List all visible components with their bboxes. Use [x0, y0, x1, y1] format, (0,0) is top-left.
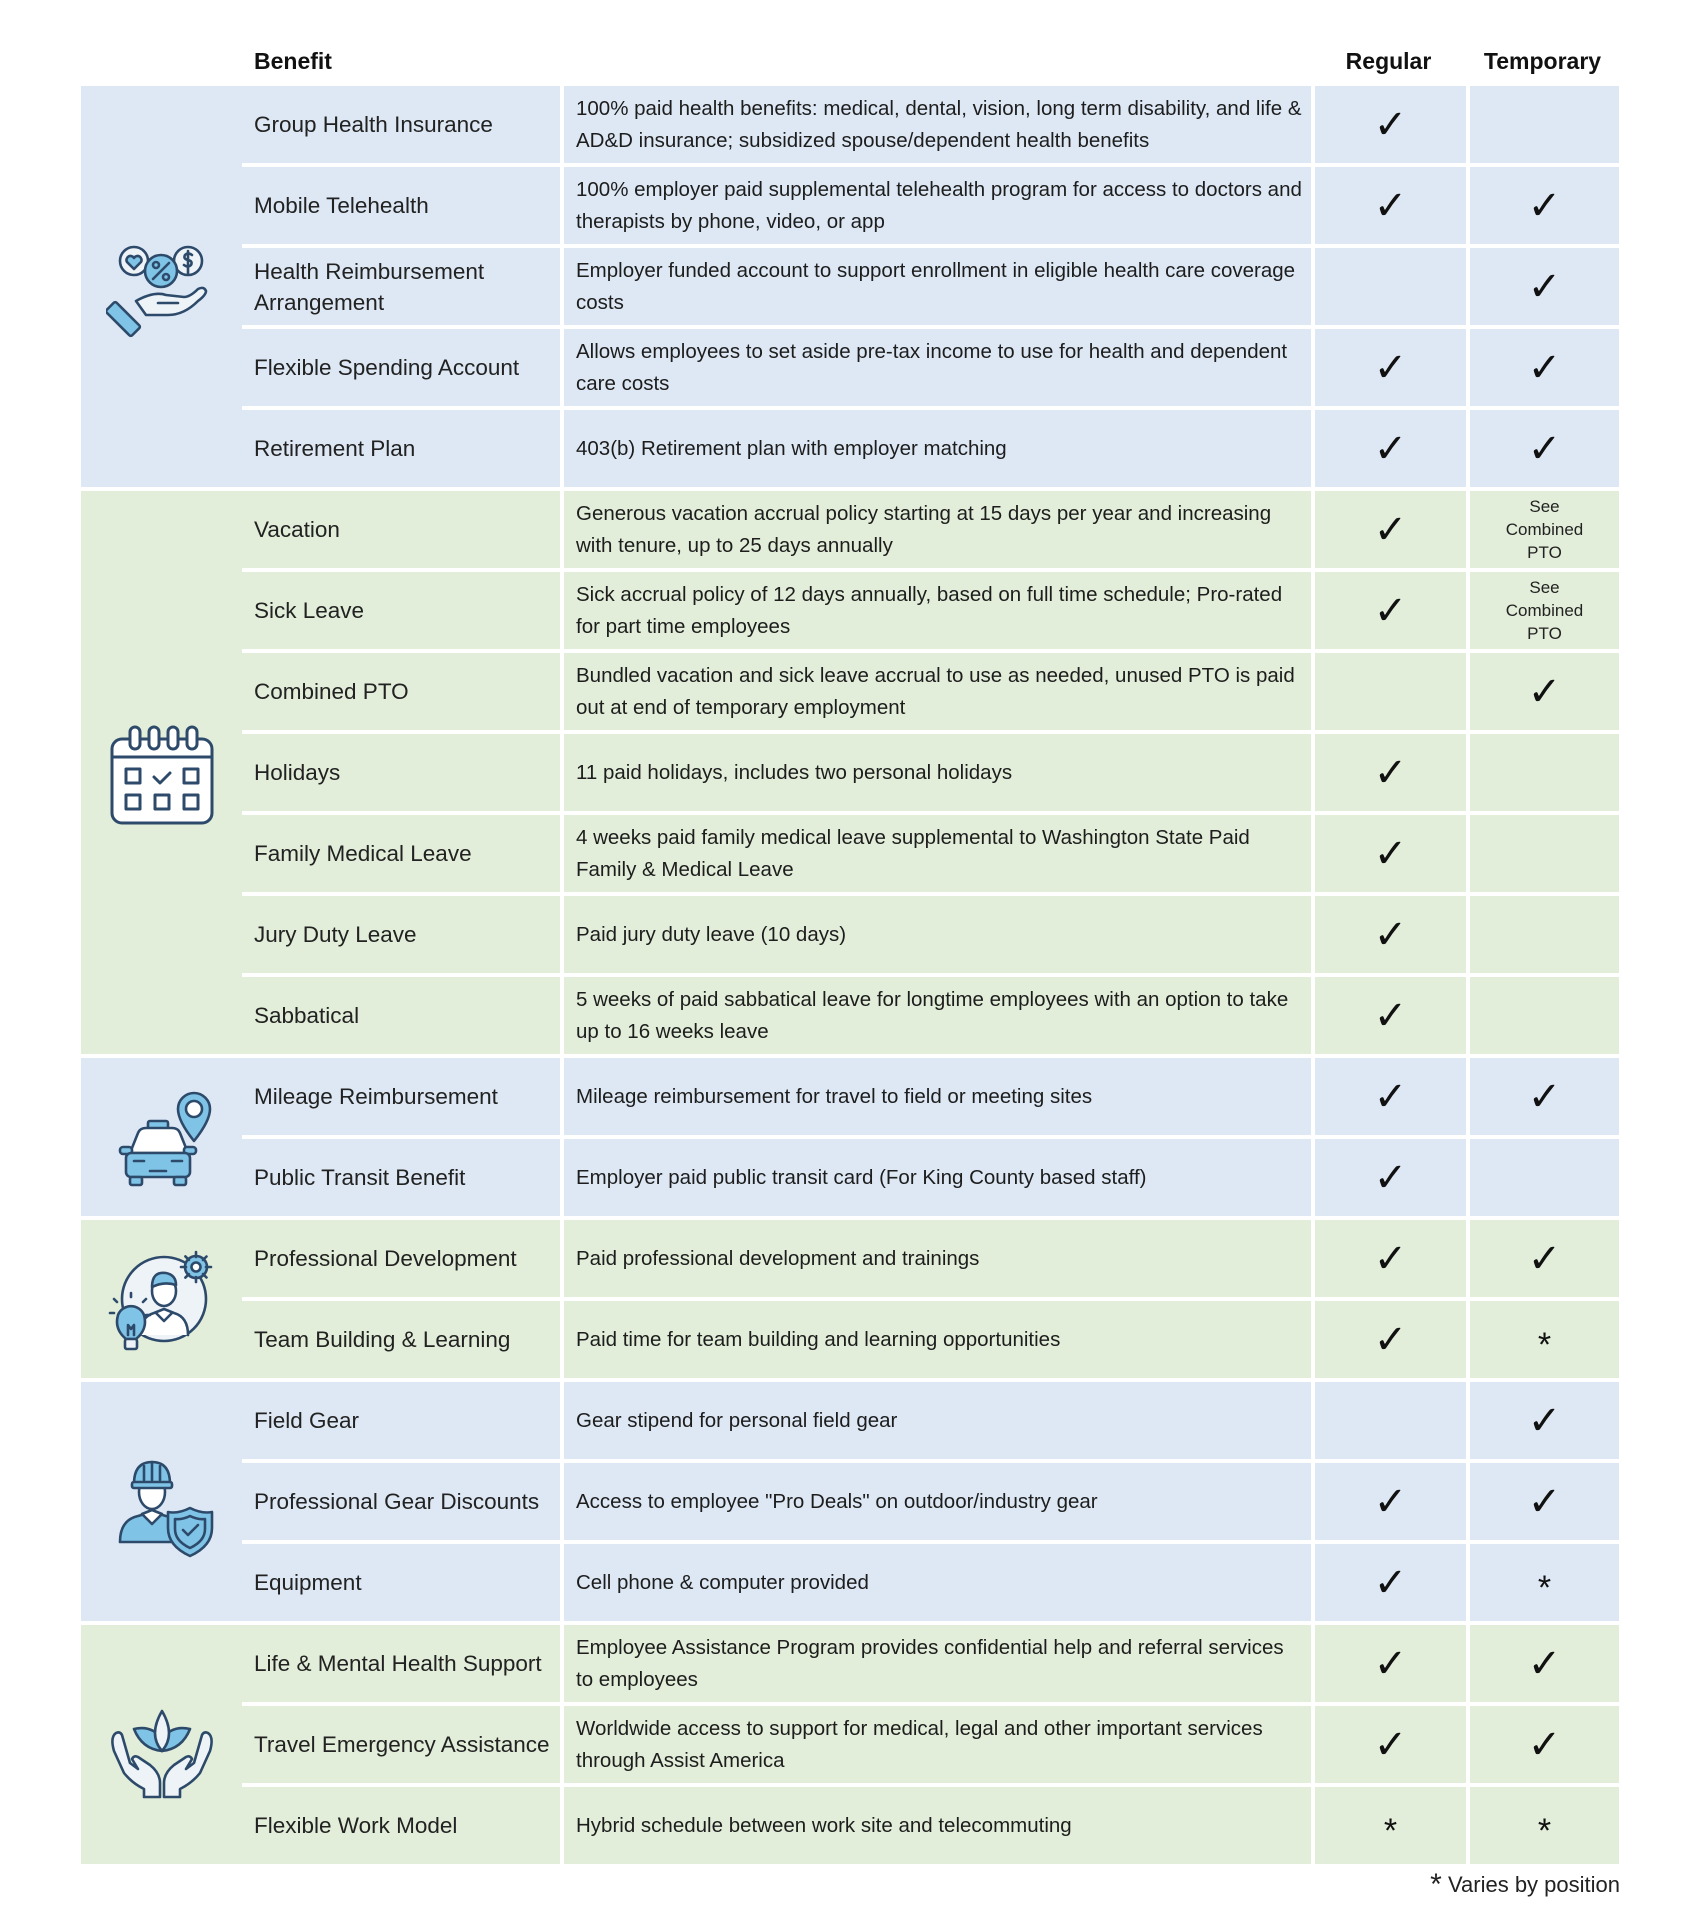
benefit-description: 5 weeks of paid sabbatical leave for longtime employees with an option to take up to 16 weeks leave: [560, 977, 1311, 1054]
asterisk-icon: *: [1537, 1811, 1552, 1850]
regular-cell: [1311, 1301, 1466, 1378]
check-icon: ✓: [1527, 1074, 1562, 1119]
benefit-description: Employer paid public transit card (For King County based staff): [560, 1139, 1311, 1216]
temporary-cell: [1466, 491, 1619, 568]
temporary-note: See Combined PTO: [1505, 578, 1584, 643]
temporary-cell: [1466, 1382, 1619, 1459]
table-row: [242, 406, 1619, 487]
check-icon: ✓: [1373, 1641, 1408, 1686]
temporary-cell: [1466, 410, 1619, 487]
regular-cell: [1311, 1382, 1466, 1459]
check-icon: ✓: [1373, 588, 1408, 633]
check-icon: ✓: [1527, 345, 1562, 390]
benefit-name: Combined PTO: [254, 679, 409, 704]
benefit-name: Retirement Plan: [254, 436, 416, 461]
check-icon: ✓: [1373, 102, 1408, 147]
regular-cell: [1311, 1139, 1466, 1216]
regular-cell: [1311, 815, 1466, 892]
check-icon: ✓: [1373, 507, 1408, 552]
regular-cell: [1311, 977, 1466, 1054]
benefit-description: Cell phone & computer provided: [560, 1544, 1311, 1621]
check-icon: ✓: [1527, 264, 1562, 309]
temporary-cell: [1466, 977, 1619, 1054]
benefit-description: 100% employer paid supplemental telehealth program for access to doctors and therapists by phone, video, or app: [560, 167, 1311, 244]
temporary-note: See Combined PTO: [1505, 497, 1584, 562]
group-icon-cell: [81, 86, 242, 487]
benefit-name: Health Reimbursement Arrangement: [254, 258, 485, 315]
benefit-name: Mobile Telehealth: [254, 193, 429, 218]
benefit-description: 100% paid health benefits: medical, dental, vision, long term disability, and life & AD&D insurance; subsidized spouse/dependent health benefits: [560, 86, 1311, 163]
benefit-name: Professional Development: [254, 1246, 517, 1271]
benefit-name: Jury Duty Leave: [254, 922, 417, 947]
regular-cell: [1311, 86, 1466, 163]
benefit-name: Flexible Spending Account: [254, 355, 520, 380]
regular-cell: [1311, 572, 1466, 649]
check-icon: ✓: [1527, 1398, 1562, 1443]
benefit-name: Life & Mental Health Support: [254, 1651, 542, 1676]
check-icon: ✓: [1527, 1479, 1562, 1524]
benefit-name: Team Building & Learning: [254, 1327, 511, 1352]
benefit-description: Paid professional development and trainings: [560, 1220, 1311, 1297]
check-icon: ✓: [1373, 993, 1408, 1038]
regular-cell: [1311, 410, 1466, 487]
regular-cell: [1311, 1463, 1466, 1540]
benefits-table: [81, 86, 1619, 1868]
asterisk-icon: *: [1537, 1568, 1552, 1607]
benefit-name: Mileage Reimbursement: [254, 1084, 498, 1109]
table-row: [242, 1382, 1619, 1459]
temporary-cell: [1466, 248, 1619, 325]
benefit-description: Bundled vacation and sick leave accrual to use as needed, unused PTO is paid out at end of temporary employment: [560, 653, 1311, 730]
check-icon: ✓: [1527, 1236, 1562, 1281]
regular-cell: [1311, 653, 1466, 730]
benefit-name: Holidays: [254, 760, 341, 785]
temporary-cell: [1466, 167, 1619, 244]
hand-coins-health-icon: [106, 231, 218, 343]
group-icon-cell: [81, 1382, 242, 1621]
temporary-cell: [1466, 734, 1619, 811]
benefit-name: Group Health Insurance: [254, 112, 493, 137]
benefit-description: Gear stipend for personal field gear: [560, 1382, 1311, 1459]
table-row: [242, 1297, 1619, 1378]
header-temporary: Temporary: [1483, 48, 1602, 74]
table-row: [242, 244, 1619, 325]
benefit-description: Paid time for team building and learning opportunities: [560, 1301, 1311, 1378]
benefit-name: Public Transit Benefit: [254, 1165, 466, 1190]
group-rows: [242, 1220, 1619, 1378]
table-row: [242, 1220, 1619, 1297]
regular-cell: [1311, 491, 1466, 568]
check-icon: ✓: [1373, 1560, 1408, 1605]
temporary-cell: [1466, 1706, 1619, 1783]
temporary-cell: [1466, 572, 1619, 649]
check-icon: ✓: [1527, 1722, 1562, 1767]
group-icon-cell: [81, 1220, 242, 1378]
benefit-description: Generous vacation accrual policy starting at 15 days per year and increasing with tenure, up to 25 days annually: [560, 491, 1311, 568]
table-row: [242, 325, 1619, 406]
check-icon: ✓: [1373, 426, 1408, 471]
group-rows: [242, 1625, 1619, 1864]
temporary-cell: [1466, 1787, 1619, 1864]
benefit-group: [81, 86, 1619, 487]
hands-lotus-icon: [106, 1689, 218, 1801]
table-row: [242, 1783, 1619, 1864]
benefit-description: Worldwide access to support for medical, legal and other important services through Assist America: [560, 1706, 1311, 1783]
worker-shield-icon: [106, 1446, 218, 1558]
regular-cell: [1311, 1220, 1466, 1297]
benefit-description: 4 weeks paid family medical leave supplemental to Washington State Paid Family & Medical Leave: [560, 815, 1311, 892]
benefit-description: Paid jury duty leave (10 days): [560, 896, 1311, 973]
regular-cell: [1311, 329, 1466, 406]
regular-cell: [1311, 167, 1466, 244]
benefit-name: Flexible Work Model: [254, 1813, 458, 1838]
table-row: [242, 811, 1619, 892]
person-lightbulb-gear-icon: [106, 1243, 218, 1355]
check-icon: ✓: [1373, 345, 1408, 390]
group-rows: [242, 86, 1619, 487]
header-benefit: Benefit: [254, 48, 332, 74]
check-icon: ✓: [1373, 1074, 1408, 1119]
group-icon-cell: [81, 1058, 242, 1216]
regular-cell: [1311, 248, 1466, 325]
temporary-cell: [1466, 1220, 1619, 1297]
benefit-group: [81, 491, 1619, 1054]
benefit-description: 403(b) Retirement plan with employer matching: [560, 410, 1311, 487]
temporary-cell: [1466, 1058, 1619, 1135]
benefit-group: [81, 1058, 1619, 1216]
footnote-text: Varies by position: [1447, 1872, 1620, 1897]
benefit-name: Vacation: [254, 517, 340, 542]
benefit-name: Travel Emergency Assistance: [254, 1732, 550, 1757]
check-icon: ✓: [1373, 1155, 1408, 1200]
benefit-name: Family Medical Leave: [254, 841, 472, 866]
regular-cell: [1311, 734, 1466, 811]
table-row: [242, 1540, 1619, 1621]
temporary-cell: [1466, 653, 1619, 730]
check-icon: ✓: [1373, 1479, 1408, 1524]
group-rows: [242, 491, 1619, 1054]
benefit-name: Field Gear: [254, 1408, 360, 1433]
table-row: [242, 1625, 1619, 1702]
regular-cell: [1311, 1787, 1466, 1864]
check-icon: ✓: [1527, 426, 1562, 471]
temporary-cell: [1466, 1625, 1619, 1702]
benefit-description: 11 paid holidays, includes two personal holidays: [560, 734, 1311, 811]
asterisk-icon: *: [1537, 1325, 1552, 1364]
check-icon: ✓: [1527, 183, 1562, 228]
table-row: [242, 649, 1619, 730]
header-regular: Regular: [1345, 48, 1432, 74]
benefit-group: [81, 1220, 1619, 1378]
regular-cell: [1311, 1058, 1466, 1135]
regular-cell: [1311, 1544, 1466, 1621]
temporary-cell: [1466, 1463, 1619, 1540]
benefit-description: Hybrid schedule between work site and telecommuting: [560, 1787, 1311, 1864]
temporary-cell: [1466, 86, 1619, 163]
table-row: [242, 1058, 1619, 1135]
group-icon-cell: [81, 491, 242, 1054]
footnote-asterisk: *: [1430, 1868, 1442, 1901]
temporary-cell: [1466, 1544, 1619, 1621]
asterisk-icon: *: [1383, 1811, 1398, 1850]
temporary-cell: [1466, 896, 1619, 973]
check-icon: ✓: [1373, 183, 1408, 228]
table-row: [242, 1702, 1619, 1783]
benefit-name: Sabbatical: [254, 1003, 360, 1028]
benefit-name: Sick Leave: [254, 598, 365, 623]
table-row: [242, 1459, 1619, 1540]
group-rows: [242, 1382, 1619, 1621]
benefit-description: Mileage reimbursement for travel to field or meeting sites: [560, 1058, 1311, 1135]
regular-cell: [1311, 1625, 1466, 1702]
regular-cell: [1311, 1706, 1466, 1783]
benefit-description: Access to employee "Pro Deals" on outdoor/industry gear: [560, 1463, 1311, 1540]
check-icon: ✓: [1373, 1236, 1408, 1281]
benefit-name: Equipment: [254, 1570, 362, 1595]
temporary-cell: [1466, 1301, 1619, 1378]
group-rows: [242, 1058, 1619, 1216]
benefit-group: [81, 1382, 1619, 1621]
table-row: [242, 163, 1619, 244]
benefit-description: Sick accrual policy of 12 days annually, based on full time schedule; Pro-rated for part time employees: [560, 572, 1311, 649]
table-row: [242, 973, 1619, 1054]
footnote: [1420, 1868, 1620, 1906]
check-icon: ✓: [1373, 1722, 1408, 1767]
table-row: [242, 568, 1619, 649]
car-location-icon: [106, 1081, 218, 1193]
table-row: [242, 730, 1619, 811]
table-row: [242, 1135, 1619, 1216]
check-icon: ✓: [1373, 912, 1408, 957]
group-icon-cell: [81, 1625, 242, 1864]
benefit-name: Professional Gear Discounts: [254, 1489, 540, 1514]
benefit-description: Allows employees to set aside pre-tax income to use for health and dependent care costs: [560, 329, 1311, 406]
check-icon: ✓: [1527, 669, 1562, 714]
benefit-description: Employee Assistance Program provides confidential help and referral services to employees: [560, 1625, 1311, 1702]
temporary-cell: [1466, 329, 1619, 406]
table-row: [242, 86, 1619, 163]
check-icon: ✓: [1527, 1641, 1562, 1686]
benefit-description: Employer funded account to support enrollment in eligible health care coverage costs: [560, 248, 1311, 325]
temporary-cell: [1466, 815, 1619, 892]
table-row: [242, 491, 1619, 568]
check-icon: ✓: [1373, 750, 1408, 795]
benefit-group: [81, 1625, 1619, 1864]
calendar-icon: [106, 717, 218, 829]
check-icon: ✓: [1373, 831, 1408, 876]
regular-cell: [1311, 896, 1466, 973]
table-header: [0, 48, 1700, 84]
check-icon: ✓: [1373, 1317, 1408, 1362]
temporary-cell: [1466, 1139, 1619, 1216]
table-row: [242, 892, 1619, 973]
